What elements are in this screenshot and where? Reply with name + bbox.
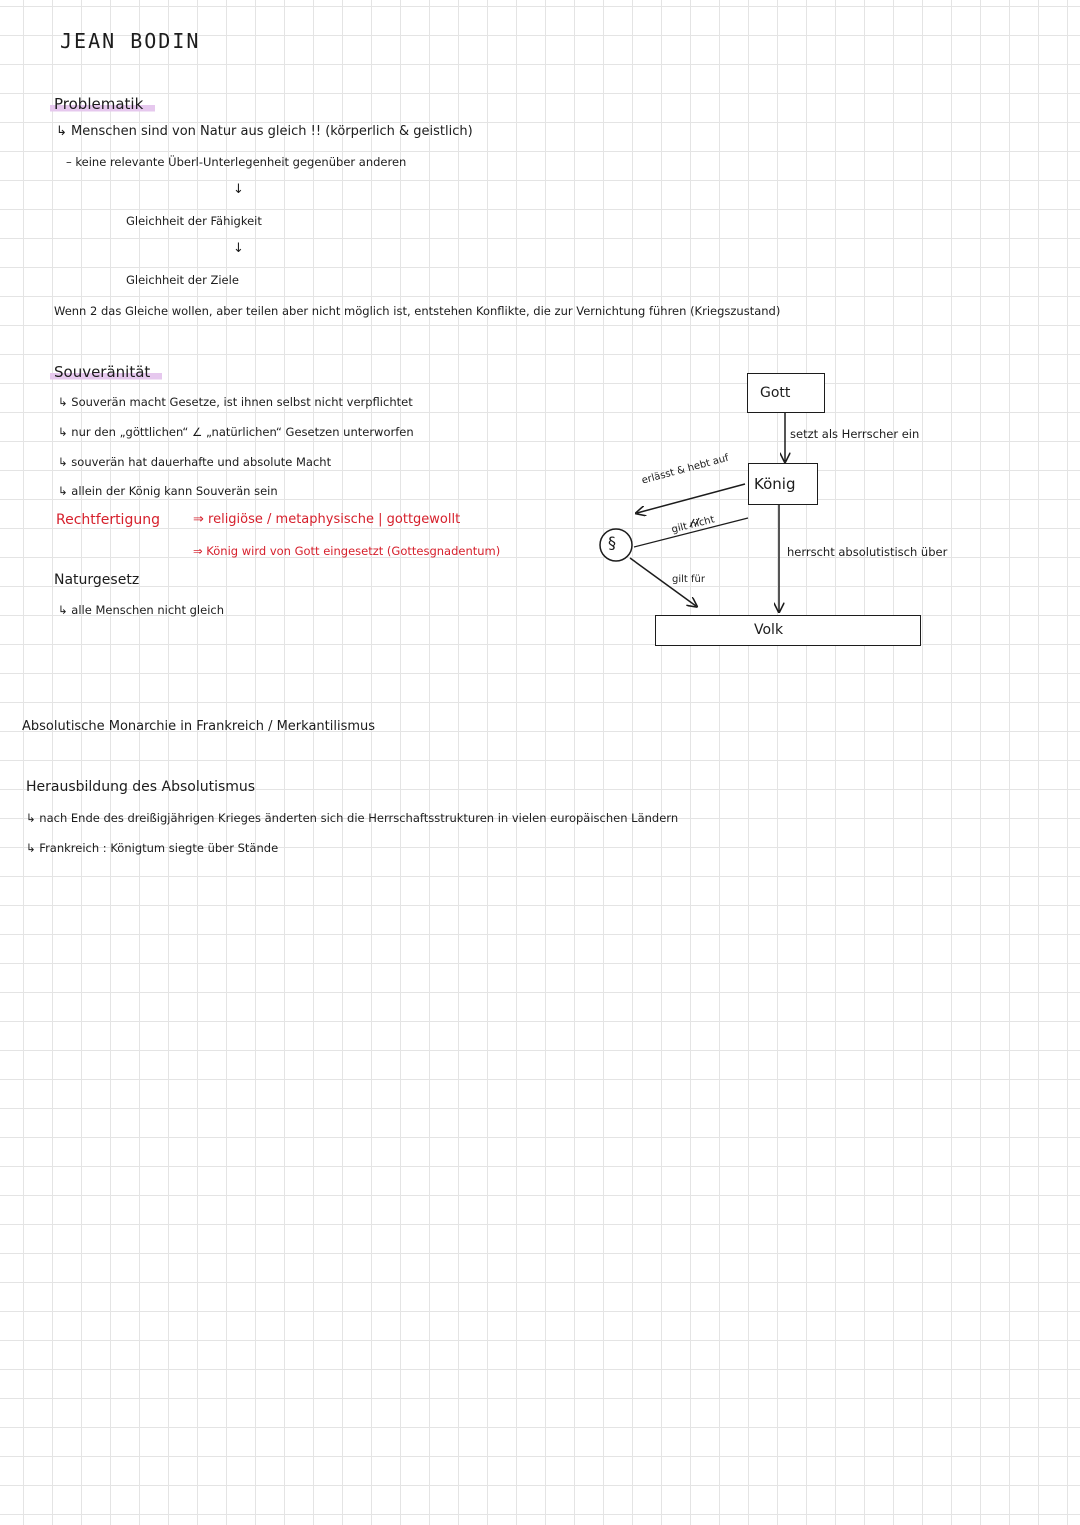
- problematik-line-4: Gleichheit der Ziele: [126, 273, 239, 287]
- herrscht-label: herrscht absolutistisch über: [787, 545, 948, 559]
- rechtfertigung-text-2: ⇒ König wird von Gott eingesetzt (Gottesgnadentum): [193, 544, 501, 558]
- paragraph-circle: [600, 529, 632, 561]
- souveraenitaet-line-3: ↳ souverän hat dauerhafte und absolute Macht: [58, 455, 332, 469]
- problematik-heading-text: Problematik: [50, 95, 155, 113]
- gott-label: Gott: [760, 385, 791, 401]
- problematik-line-5: Wenn 2 das Gleiche wollen, aber teilen aber nicht möglich ist, entstehen Konflikte, die zur Vernichtung führen (Kriegszustand): [54, 304, 781, 318]
- gilt-fuer-label: gilt für: [672, 574, 705, 585]
- souveraenitaet-heading-text: Souveränität: [50, 363, 162, 381]
- volk-label: Volk: [754, 622, 784, 638]
- rechtfertigung-label: Rechtfertigung: [56, 512, 160, 528]
- problematik-line-1: ↳ Menschen sind von Natur aus gleich !! (körperlich & geistlich): [56, 124, 473, 139]
- erlaesst-label: erlässt & hebt auf: [640, 452, 730, 487]
- gott-box: [747, 373, 825, 413]
- setzt-label: setzt als Herrscher ein: [790, 427, 920, 441]
- herausbildung-line-1: ↳ nach Ende des dreißigjährigen Krieges änderten sich die Herrschaftsstrukturen in vielen europäischen Ländern: [26, 811, 679, 825]
- naturgesetz-heading: Naturgesetz: [54, 572, 140, 588]
- arrow-koenig-paragraph: [637, 484, 745, 513]
- souveraenitaet-line-2: ↳ nur den „göttlichen“ ∠ „natürlichen“ Gesetzen unterworfen: [58, 425, 414, 439]
- problematik-line-2: – keine relevante Überl-Unterlegenheit gegenüber anderen: [66, 155, 407, 169]
- herausbildung-line-2: ↳ Frankreich : Königtum siegte über Stände: [26, 841, 279, 855]
- rechtfertigung-text: ⇒ religiöse / metaphysische | gottgewollt: [193, 512, 461, 527]
- koenig-label: König: [754, 475, 796, 493]
- paragraph-symbol: §: [608, 533, 616, 552]
- page-title: JEAN BODIN: [60, 29, 201, 53]
- volk-box: [655, 615, 921, 646]
- naturgesetz-line: ↳ alle Menschen nicht gleich: [58, 603, 225, 617]
- down-arrow-1: ↓: [233, 182, 244, 197]
- souveraenitaet-line-1: ↳ Souverän macht Gesetze, ist ihnen selbst nicht verpflichtet: [58, 395, 413, 409]
- souveraenitaet-line-4: ↳ allein der König kann Souverän sein: [58, 484, 278, 498]
- absolutistische-heading: Absolutische Monarchie in Frankreich / Merkantilismus: [22, 719, 376, 734]
- diagram-arrows: [0, 0, 1080, 700]
- koenig-box: [748, 463, 818, 505]
- herausbildung-heading: Herausbildung des Absolutismus: [26, 779, 256, 795]
- gilt-nicht-label: gilt nicht: [670, 514, 716, 536]
- down-arrow-2: ↓: [233, 241, 244, 256]
- problematik-line-3: Gleichheit der Fähigkeit: [126, 214, 262, 228]
